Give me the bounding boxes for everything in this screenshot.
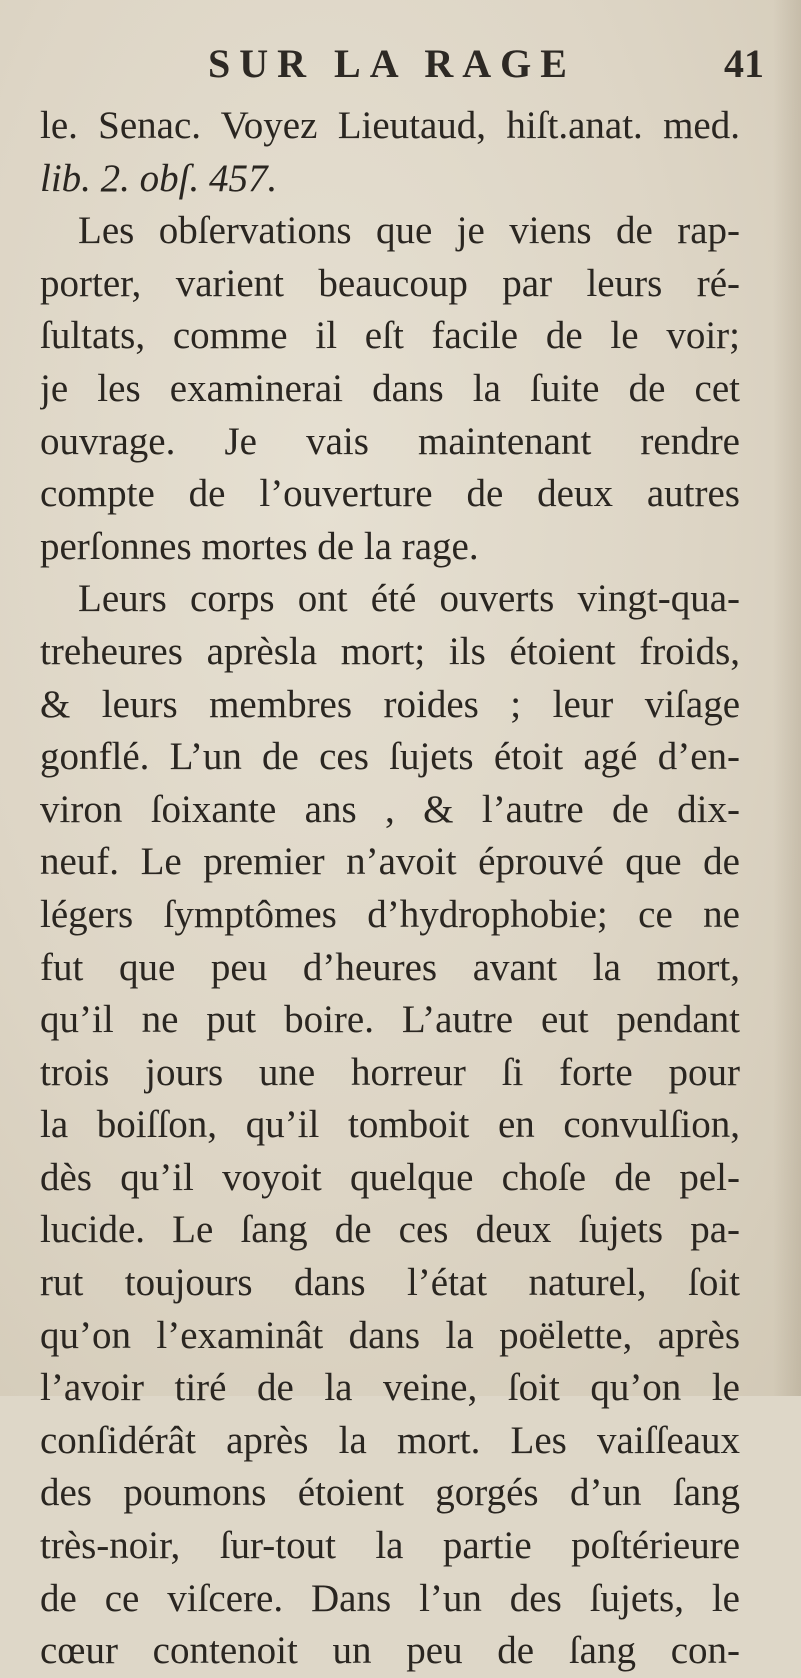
text-line: qu’il ne put boire. L’autre eut pendant — [40, 998, 740, 1042]
paragraph-start-line: Les obſervations que je viens de rap- — [78, 209, 740, 253]
text-line: dès qu’il voyoit quelque choſe de pel- — [40, 1155, 740, 1199]
text-line: viron ſoixante ans , & l’autre de dix- — [40, 787, 740, 831]
text-line: cœur contenoit un peu de ſang con- — [40, 1629, 740, 1673]
text-line: porter, varient beaucoup par leurs ré- — [40, 261, 740, 305]
text-line: treheures aprèsla mort; ils étoient froids, — [40, 629, 740, 673]
text-line: compte de l’ouverture de deux autres — [40, 472, 740, 516]
text-line: l’avoir tiré de la veine, ſoit qu’on le — [40, 1366, 740, 1410]
page-number: 41 — [724, 41, 764, 86]
page-edge-shadow — [773, 0, 801, 1396]
text-line: légers ſymptômes d’hydrophobie; ce ne — [40, 892, 740, 936]
text-line: le. Senac. Voyez Lieutaud, hiſt.anat. med. — [40, 104, 740, 147]
text-line: ſultats, comme il eſt facile de le voir; — [40, 314, 740, 358]
body-text — [40, 100, 740, 1678]
text-line: qu’on l’examinât dans la poëlette, après — [40, 1313, 740, 1357]
text-line: conſidérât après la mort. Les vaiſſeaux — [40, 1418, 740, 1462]
paragraph-start-line: Leurs corps ont été ouverts vingt-qua- — [78, 577, 740, 621]
text-line: fut que peu d’heures avant la mort, — [40, 945, 740, 989]
text-line: rut toujours dans l’état naturel, ſoit — [40, 1261, 740, 1305]
text-line: des poumons étoient gorgés d’un ſang — [40, 1471, 740, 1515]
text-line: gonflé. L’un de ces ſujets étoit agé d’en- — [40, 735, 740, 779]
running-title: SUR LA RAGE — [208, 41, 576, 86]
text-line: je les examinerai dans la ſuite de cet — [40, 366, 740, 410]
text-line: lucide. Le ſang de ces deux ſujets pa- — [40, 1208, 740, 1252]
text-line: trois jours une horreur ſi forte pour — [40, 1050, 740, 1094]
text-line: & leurs membres roides ; leur viſage — [40, 682, 740, 726]
page-header — [0, 40, 801, 100]
paragraph-end-line: perſonnes mortes de la rage. — [40, 524, 479, 568]
text-line: très-noir, ſur-tout la partie poſtérieure — [40, 1524, 740, 1568]
text-line: lib. 2. obſ. 457. — [40, 156, 278, 200]
text-line: de ce viſcere. Dans l’un des ſujets, le — [40, 1576, 740, 1620]
text-line: la boiſſon, qu’il tomboit en convulſion, — [40, 1103, 740, 1147]
text-line: neuf. Le premier n’avoit éprouvé que de — [40, 840, 740, 884]
text-line: ouvrage. Je vais maintenant rendre — [40, 419, 740, 463]
